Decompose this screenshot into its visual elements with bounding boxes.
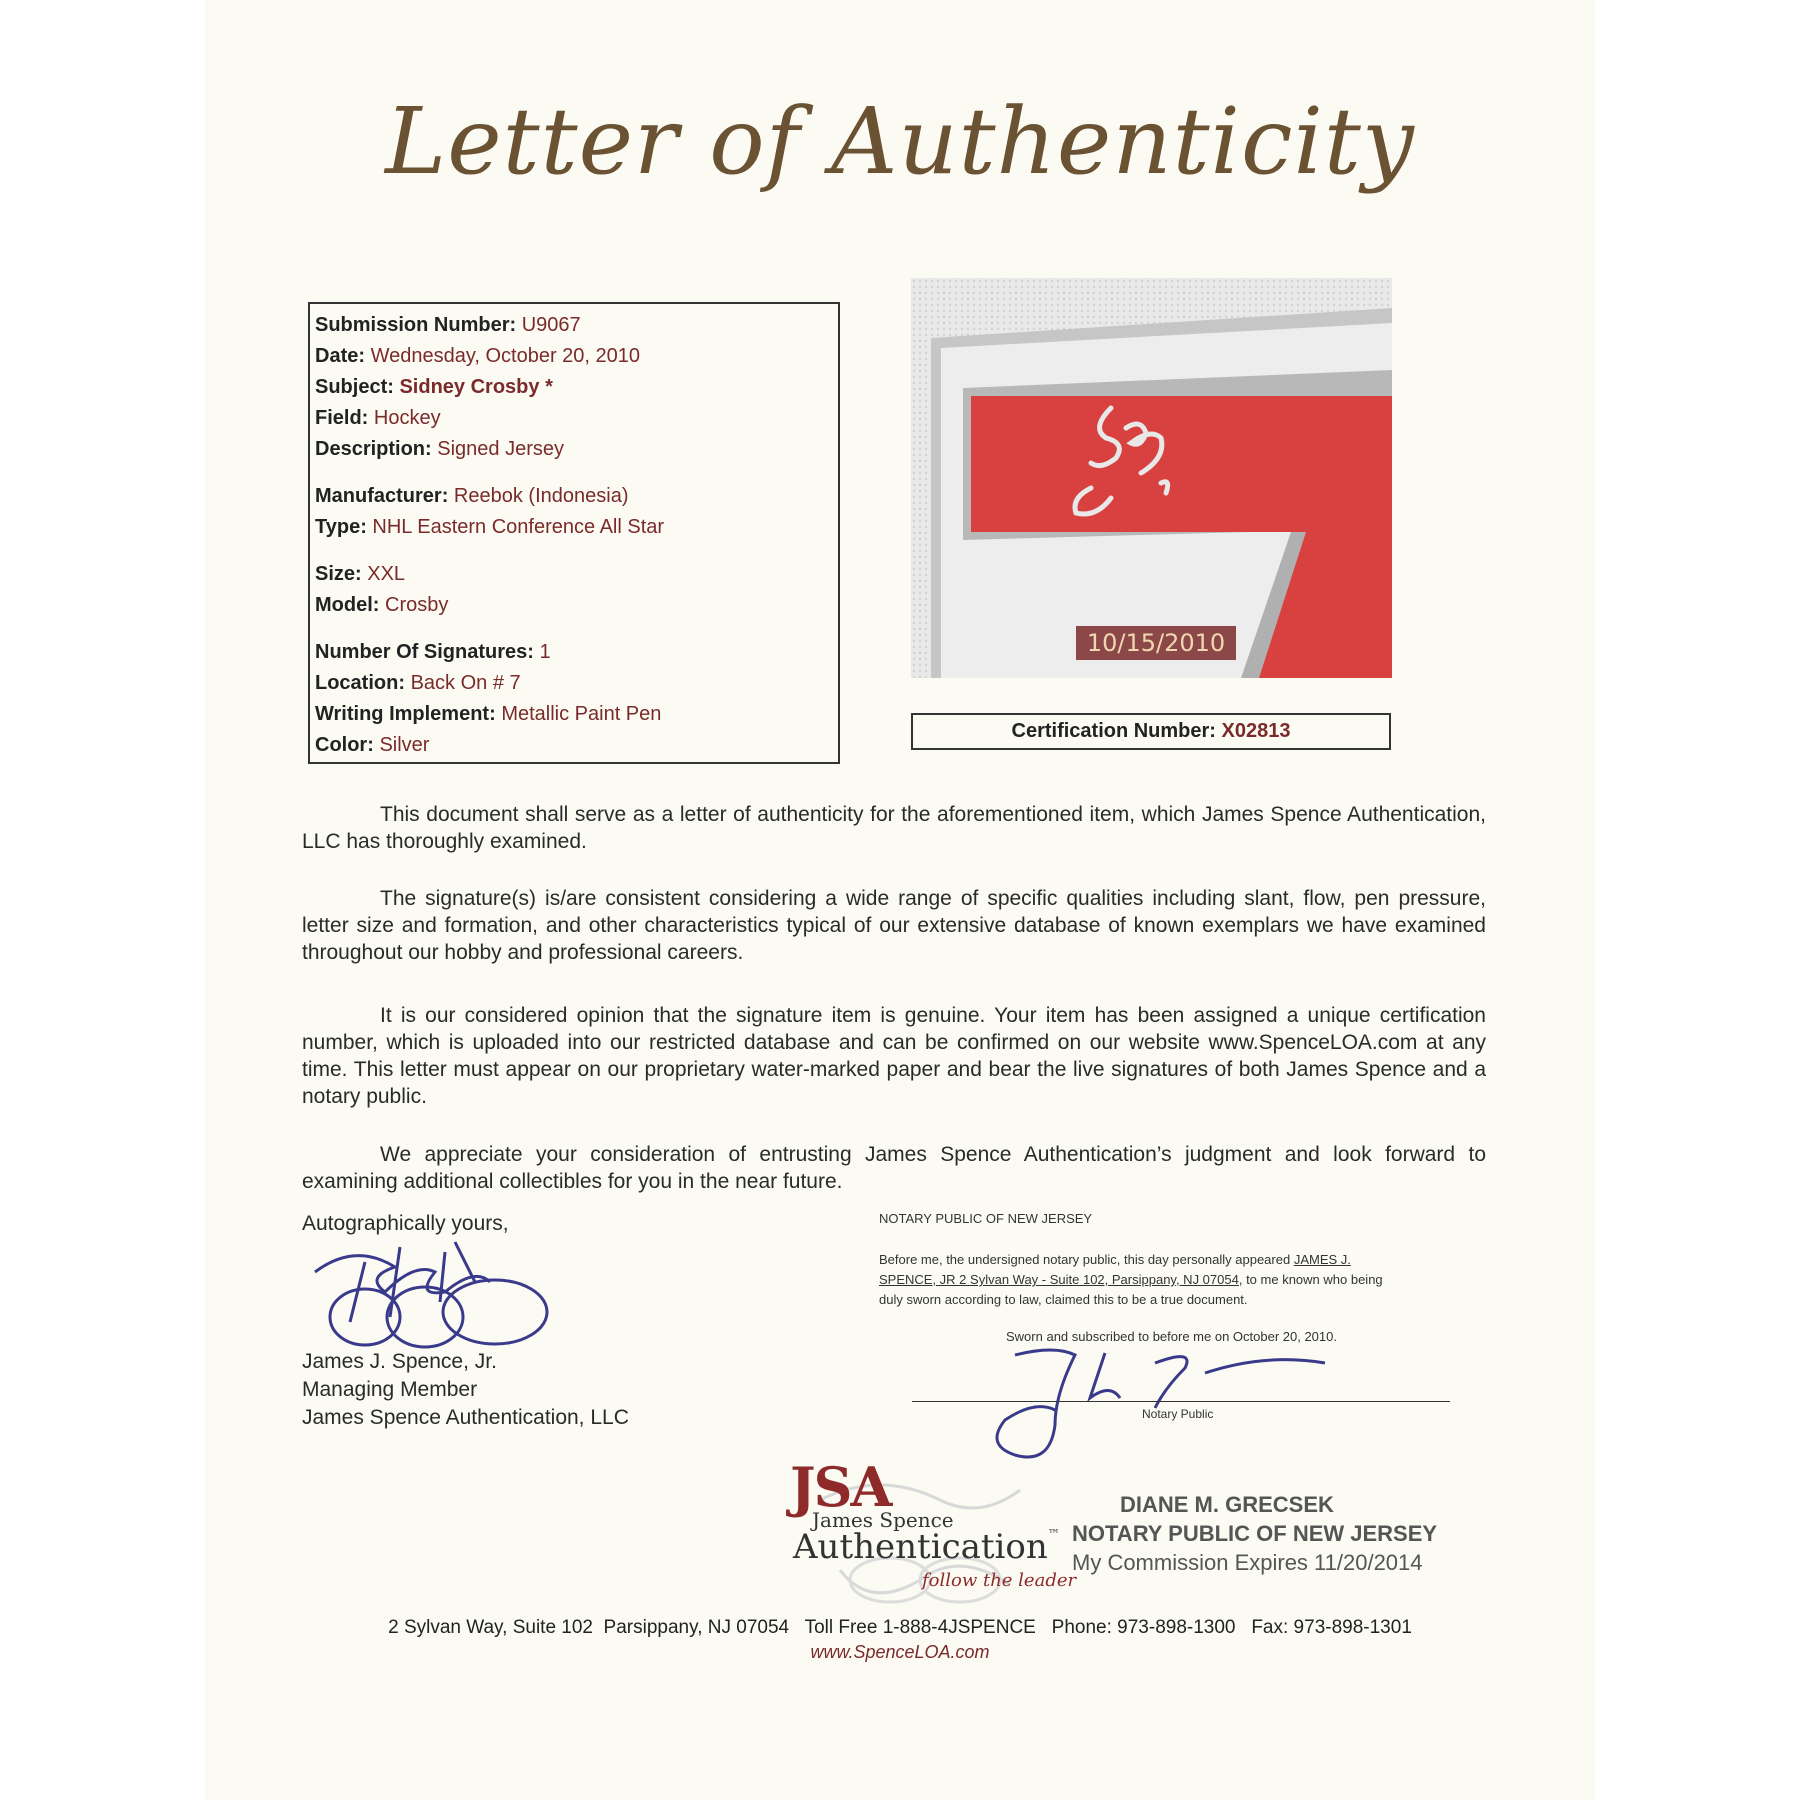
notary-stamp-expires: My Commission Expires 11/20/2014 bbox=[1072, 1550, 1423, 1575]
notary-stamp bbox=[1072, 1490, 1437, 1577]
certification-number-box bbox=[911, 713, 1391, 750]
detail-row: Description: Signed Jersey bbox=[315, 438, 564, 460]
photo-date-stamp: 10/15/2010 bbox=[1086, 629, 1226, 657]
detail-row: Model: Crosby bbox=[315, 594, 449, 616]
signer-role: Managing Member bbox=[302, 1378, 478, 1401]
detail-row: Location: Back On # 7 bbox=[315, 672, 521, 694]
notary-statement: Before me, the undersigned notary public, this day personally appeared JAMES J. SPENCE, JR 2 Sylvan Way - Suite 102, Parsippany, NJ 07054, to me known who being duly sworn according to law, claimed this to be a true document. bbox=[879, 1252, 1383, 1307]
jsa-logo-line2: Authentication™ bbox=[793, 1527, 1060, 1567]
detail-row: Size: XXL bbox=[315, 563, 406, 585]
notary-stamp-name: DIANE M. GRECSEK bbox=[1120, 1492, 1334, 1517]
signer-name: James J. Spence, Jr. bbox=[302, 1350, 497, 1373]
jersey-photo bbox=[911, 278, 1392, 678]
footer-address: 2 Sylvan Way, Suite 102 Parsippany, NJ 07054 Toll Free 1-888-4JSPENCE Phone: 973-898-1300 Fax: 973-898-1301 bbox=[388, 1617, 1412, 1638]
paragraph-4: We appreciate your consideration of entrusting James Spence Authentication’s judgment and look forward to examining additional collectibles for you in the near future. bbox=[302, 1143, 1486, 1193]
certification-label: Certification Number: bbox=[1011, 720, 1216, 742]
jsa-logo-line1: James Spence bbox=[812, 1508, 954, 1532]
detail-row: Type: NHL Eastern Conference All Star bbox=[315, 516, 665, 538]
detail-row: Writing Implement: Metallic Paint Pen bbox=[315, 703, 662, 725]
detail-row: Field: Hockey bbox=[315, 407, 441, 429]
footer-website-link[interactable]: www.SpenceLOA.com bbox=[810, 1642, 990, 1662]
detail-row: Date: Wednesday, October 20, 2010 bbox=[315, 345, 641, 367]
notary-signature bbox=[975, 1343, 1355, 1468]
paragraph-2: The signature(s) is/are consistent considering a wide range of specific qualities including slant, flow, pen pressure, letter size and formation, and other characteristics typical of our extensive database of known exemplars we have examined throughout our hobby and professional careers. bbox=[302, 887, 1486, 964]
signer-company: James Spence Authentication, LLC bbox=[302, 1406, 629, 1429]
paragraph-3: It is our considered opinion that the signature item is genuine. Your item has been assigned a unique certification number, which is uploaded into our restricted database and can be confirmed on our website www.SpenceLOA.com at any time. This letter must appear on our proprietary water-marked paper and bear the live signatures of both James Spence and a notary public. bbox=[302, 1004, 1486, 1108]
item-details-box bbox=[308, 302, 840, 764]
notary-appeared-name: JAMES J. SPENCE, JR 2 Sylvan Way - Suite 102, Parsippany, NJ 07054 bbox=[879, 1252, 1351, 1287]
page-title: Letter of Authenticity bbox=[385, 88, 1415, 195]
detail-row: Manufacturer: Reebok (Indonesia) bbox=[315, 485, 629, 507]
detail-row: Number Of Signatures: 1 bbox=[315, 641, 551, 663]
sworn-statement: Sworn and subscribed to before me on October 20, 2010. bbox=[1006, 1329, 1337, 1344]
certification-number: X02813 bbox=[1221, 720, 1291, 742]
jsa-tagline: follow the leader bbox=[922, 1570, 1077, 1591]
jersey-photo-graphic bbox=[911, 278, 1392, 678]
notary-public-label: Notary Public bbox=[1142, 1407, 1214, 1421]
notary-signature-line bbox=[912, 1401, 1450, 1402]
notary-stamp-title: NOTARY PUBLIC OF NEW JERSEY bbox=[1072, 1521, 1438, 1546]
detail-row: Submission Number: U9067 bbox=[315, 314, 581, 336]
detail-row: Subject: Sidney Crosby * bbox=[315, 376, 553, 398]
spence-signature bbox=[305, 1232, 565, 1357]
jsa-logo: JSA bbox=[790, 1455, 891, 1519]
closing-salutation: Autographically yours, bbox=[302, 1212, 509, 1235]
detail-row: Color: Silver bbox=[315, 734, 430, 756]
notary-heading: NOTARY PUBLIC OF NEW JERSEY bbox=[879, 1211, 1093, 1226]
paragraph-1: This document shall serve as a letter of authenticity for the aforementioned item, which James Spence Authentication, LLC has thoroughly examined. bbox=[302, 803, 1486, 853]
